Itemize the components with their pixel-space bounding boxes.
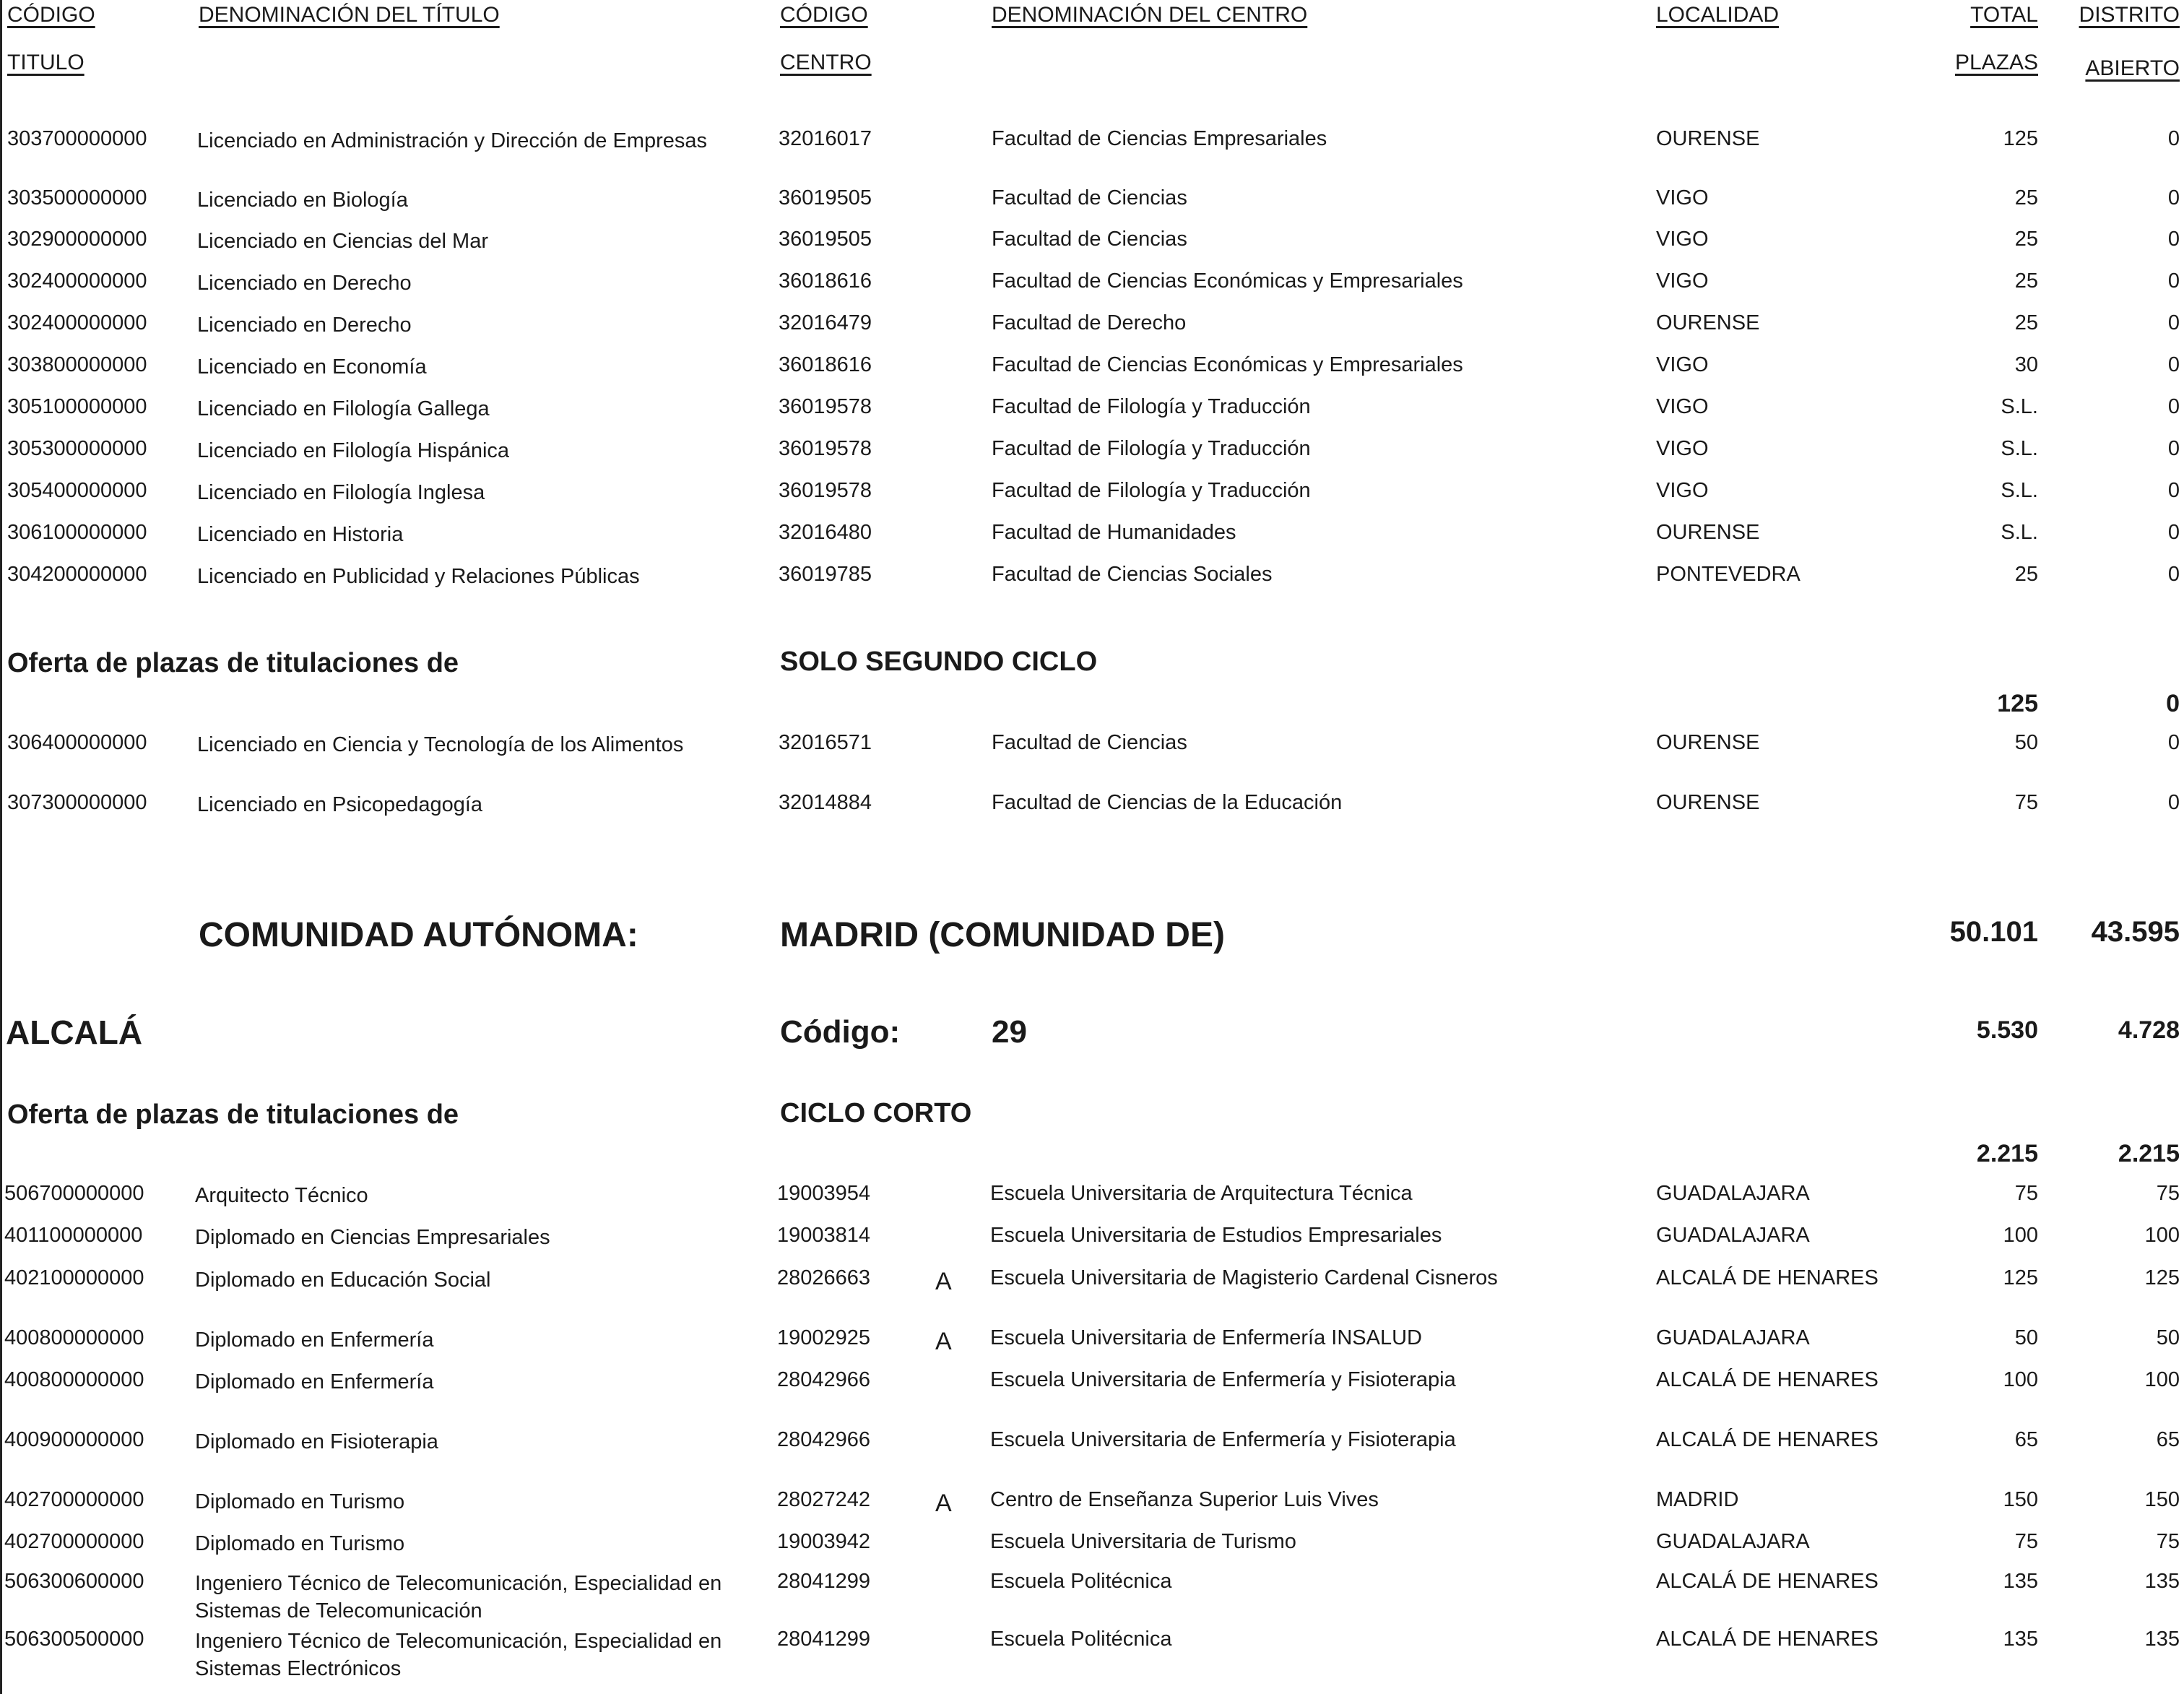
row-center-code: 36018616 <box>779 353 872 376</box>
row-title: Licenciado en Psicopedagogía <box>197 793 483 816</box>
row-locality: OURENSE <box>1656 521 1760 544</box>
row-center-code: 36019578 <box>779 437 872 460</box>
row-open: 150 <box>2144 1488 2180 1511</box>
row-code: 305100000000 <box>7 395 147 418</box>
row-open: 50 <box>2156 1326 2180 1349</box>
row-center-name: Escuela Universitaria de Enfermería y Fisioterapia <box>990 1428 1456 1451</box>
row-open: 0 <box>2167 521 2180 544</box>
row-mark: A <box>935 1490 952 1517</box>
row-total: S.L. <box>2001 395 2038 418</box>
row-locality: GUADALAJARA <box>1656 1530 1810 1553</box>
row-locality: ALCALÁ DE HENARES <box>1656 1628 1878 1651</box>
row-total: 75 <box>2014 1530 2038 1553</box>
row-total: S.L. <box>2001 479 2038 502</box>
row-locality: GUADALAJARA <box>1656 1182 1810 1205</box>
row-total: 25 <box>2014 269 2038 293</box>
row-code: 401100000000 <box>4 1224 143 1247</box>
row-locality: ALCALÁ DE HENARES <box>1656 1428 1878 1451</box>
university-code: 29 <box>992 1014 1027 1050</box>
row-code: 302400000000 <box>7 311 147 334</box>
row-title: Diplomado en Educación Social <box>195 1269 491 1292</box>
row-title: Licenciado en Economía <box>197 355 427 379</box>
row-title: Licenciado en Filología Hispánica <box>197 439 510 462</box>
row-code: 302900000000 <box>7 228 147 251</box>
row-locality: OURENSE <box>1656 311 1760 334</box>
row-mark: A <box>935 1328 952 1355</box>
header-localidad: LOCALIDAD <box>1656 3 1780 27</box>
row-center-code: 28042966 <box>777 1428 871 1451</box>
row-locality: OURENSE <box>1656 791 1760 814</box>
row-title: Diplomado en Turismo <box>195 1532 405 1555</box>
row-center-code: 28041299 <box>777 1570 871 1593</box>
row-center-name: Facultad de Ciencias de la Educación <box>992 791 1343 814</box>
row-center-name: Facultad de Derecho <box>992 311 1187 334</box>
university-code-label: Código: <box>780 1014 901 1050</box>
row-locality: VIGO <box>1656 395 1709 418</box>
row-center-name: Centro de Enseñanza Superior Luis Vives <box>990 1488 1379 1511</box>
row-center-code: 36018616 <box>779 269 872 293</box>
section-offer-label: Oferta de plazas de titulaciones de <box>7 648 459 678</box>
row-open: 0 <box>2167 269 2180 293</box>
row-title: Ingeniero Técnico de Telecomunicación, Especialidad en Sistemas Electrónicos <box>195 1630 722 1680</box>
row-total: 75 <box>2014 791 2038 814</box>
row-code: 400800000000 <box>4 1326 144 1349</box>
community-name: MADRID (COMUNIDAD DE) <box>780 916 1225 954</box>
row-code: 306400000000 <box>7 731 147 754</box>
row-total: 50 <box>2014 731 2038 754</box>
university-name: ALCALÁ <box>6 1014 143 1051</box>
row-code: 306100000000 <box>7 521 147 544</box>
row-center-code: 19003954 <box>777 1182 871 1205</box>
row-locality: ALCALÁ DE HENARES <box>1656 1570 1878 1593</box>
row-code: 400900000000 <box>4 1428 144 1451</box>
row-code: 402700000000 <box>4 1530 144 1553</box>
row-center-name: Escuela Universitaria de Turismo <box>990 1530 1296 1553</box>
row-center-code: 19003942 <box>777 1530 871 1553</box>
row-open: 0 <box>2167 563 2180 586</box>
row-open: 100 <box>2144 1368 2180 1391</box>
row-center-code: 36019785 <box>779 563 872 586</box>
row-code: 506700000000 <box>4 1182 144 1205</box>
row-locality: VIGO <box>1656 186 1709 209</box>
row-center-name: Facultad de Ciencias <box>992 731 1187 754</box>
section-open-total: 0 <box>2166 690 2180 717</box>
row-center-name: Facultad de Ciencias <box>992 228 1187 251</box>
row-title: Licenciado en Ciencia y Tecnología de los Alimentos <box>197 733 684 756</box>
row-total: 100 <box>2003 1368 2038 1391</box>
row-code: 506300600000 <box>4 1570 144 1593</box>
header-codigo-titulo-2: TITULO <box>7 51 84 74</box>
row-code: 303700000000 <box>7 127 147 150</box>
row-title: Arquitecto Técnico <box>195 1184 368 1207</box>
row-code: 400800000000 <box>4 1368 144 1391</box>
row-open: 0 <box>2167 479 2180 502</box>
row-open: 75 <box>2156 1182 2180 1205</box>
row-center-name: Facultad de Filología y Traducción <box>992 437 1311 460</box>
community-label: COMUNIDAD AUTÓNOMA: <box>199 916 638 954</box>
row-open: 135 <box>2144 1570 2180 1593</box>
row-locality: ALCALÁ DE HENARES <box>1656 1266 1878 1289</box>
section-offer-type-2: CICLO CORTO <box>780 1098 972 1128</box>
row-center-code: 36019578 <box>779 479 872 502</box>
row-total: 50 <box>2014 1326 2038 1349</box>
row-title: Licenciado en Derecho <box>197 314 412 337</box>
row-total: S.L. <box>2001 437 2038 460</box>
header-denominacion-centro: DENOMINACIÓN DEL CENTRO <box>992 3 1308 27</box>
community-total: 50.101 <box>1949 916 2038 948</box>
row-title: Diplomado en Fisioterapia <box>195 1430 438 1453</box>
section-offer-type: SOLO SEGUNDO CICLO <box>780 647 1098 677</box>
row-title: Diplomado en Ciencias Empresariales <box>195 1226 550 1249</box>
row-locality: OURENSE <box>1656 127 1760 150</box>
row-title: Diplomado en Turismo <box>195 1490 405 1513</box>
row-total: 125 <box>2003 127 2038 150</box>
row-title: Licenciado en Filología Inglesa <box>197 481 485 504</box>
row-locality: GUADALAJARA <box>1656 1326 1810 1349</box>
row-open: 0 <box>2167 186 2180 209</box>
row-center-code: 28041299 <box>777 1628 871 1651</box>
section-open-total-2: 2.215 <box>2118 1140 2180 1167</box>
row-locality: GUADALAJARA <box>1656 1224 1810 1247</box>
section-total-2: 2.215 <box>1976 1140 2038 1167</box>
row-open: 0 <box>2167 791 2180 814</box>
row-open: 100 <box>2144 1224 2180 1247</box>
row-total: 30 <box>2014 353 2038 376</box>
header-codigo-centro-2: CENTRO <box>780 51 872 74</box>
row-title: Licenciado en Historia <box>197 523 404 546</box>
row-center-name: Facultad de Ciencias Sociales <box>992 563 1273 586</box>
row-center-name: Facultad de Ciencias Empresariales <box>992 127 1327 150</box>
row-locality: VIGO <box>1656 269 1709 293</box>
community-open-total: 43.595 <box>2091 916 2180 948</box>
row-locality: VIGO <box>1656 479 1709 502</box>
row-total: 25 <box>2014 563 2038 586</box>
header-distrito-1: DISTRITO <box>2079 3 2180 27</box>
row-open: 125 <box>2144 1266 2180 1289</box>
row-code: 303500000000 <box>7 186 147 209</box>
row-open: 0 <box>2167 353 2180 376</box>
row-title: Licenciado en Ciencias del Mar <box>197 230 488 253</box>
row-center-name: Facultad de Ciencias Económicas y Empresariales <box>992 353 1463 376</box>
row-open: 0 <box>2167 311 2180 334</box>
row-total: S.L. <box>2001 521 2038 544</box>
row-center-code: 32016571 <box>779 731 872 754</box>
row-code: 506300500000 <box>4 1628 144 1651</box>
row-locality: VIGO <box>1656 228 1709 251</box>
row-title: Licenciado en Publicidad y Relaciones Públicas <box>197 565 640 588</box>
row-code: 305400000000 <box>7 479 147 502</box>
row-open: 75 <box>2156 1530 2180 1553</box>
row-open: 135 <box>2144 1628 2180 1651</box>
row-center-code: 28026663 <box>777 1266 871 1289</box>
row-total: 25 <box>2014 186 2038 209</box>
row-center-code: 36019505 <box>779 186 872 209</box>
row-title: Ingeniero Técnico de Telecomunicación, Especialidad en Sistemas de Telecomunicación <box>195 1572 722 1622</box>
row-open: 0 <box>2167 228 2180 251</box>
row-center-name: Escuela Politécnica <box>990 1628 1172 1651</box>
row-open: 0 <box>2167 731 2180 754</box>
row-center-code: 28027242 <box>777 1488 871 1511</box>
row-locality: MADRID <box>1656 1488 1739 1511</box>
row-code: 307300000000 <box>7 791 147 814</box>
section-total: 125 <box>1997 690 2038 717</box>
row-total: 65 <box>2014 1428 2038 1451</box>
row-open: 65 <box>2156 1428 2180 1451</box>
row-locality: PONTEVEDRA <box>1656 563 1800 586</box>
row-center-code: 19003814 <box>777 1224 871 1247</box>
row-center-name: Facultad de Ciencias Económicas y Empresariales <box>992 269 1463 293</box>
row-locality: VIGO <box>1656 437 1709 460</box>
row-center-code: 36019578 <box>779 395 872 418</box>
row-code: 402100000000 <box>4 1266 144 1289</box>
row-total: 75 <box>2014 1182 2038 1205</box>
row-locality: OURENSE <box>1656 731 1760 754</box>
row-code: 302400000000 <box>7 269 147 293</box>
row-total: 125 <box>2003 1266 2038 1289</box>
row-open: 0 <box>2167 127 2180 150</box>
row-total: 135 <box>2003 1570 2038 1593</box>
row-mark: A <box>935 1268 952 1295</box>
row-center-name: Facultad de Ciencias <box>992 186 1187 209</box>
row-title: Licenciado en Filología Gallega <box>197 397 490 420</box>
row-center-name: Facultad de Filología y Traducción <box>992 479 1311 502</box>
row-code: 402700000000 <box>4 1488 144 1511</box>
row-locality: ALCALÁ DE HENARES <box>1656 1368 1878 1391</box>
row-center-code: 19002925 <box>777 1326 871 1349</box>
section-offer-label-2: Oferta de plazas de titulaciones de <box>7 1099 459 1130</box>
row-center-name: Facultad de Filología y Traducción <box>992 395 1311 418</box>
row-center-code: 32016017 <box>779 127 872 150</box>
row-title: Licenciado en Biología <box>197 189 408 212</box>
row-center-name: Escuela Universitaria de Arquitectura Técnica <box>990 1182 1413 1205</box>
row-center-name: Escuela Universitaria de Enfermería INSALUD <box>990 1326 1422 1349</box>
left-border-line <box>0 0 2 1694</box>
row-title: Licenciado en Administración y Dirección de Empresas <box>197 129 708 152</box>
university-open-total: 4.728 <box>2118 1016 2180 1044</box>
header-codigo-centro-1: CÓDIGO <box>780 3 868 27</box>
row-center-name: Escuela Universitaria de Enfermería y Fisioterapia <box>990 1368 1456 1391</box>
row-code: 303800000000 <box>7 353 147 376</box>
university-total: 5.530 <box>1976 1016 2038 1044</box>
row-open: 0 <box>2167 437 2180 460</box>
row-total: 150 <box>2003 1488 2038 1511</box>
row-total: 25 <box>2014 311 2038 334</box>
row-code: 304200000000 <box>7 563 147 586</box>
row-title: Licenciado en Derecho <box>197 272 412 295</box>
row-total: 25 <box>2014 228 2038 251</box>
row-center-code: 32016480 <box>779 521 872 544</box>
row-total: 135 <box>2003 1628 2038 1651</box>
header-codigo-titulo-1: CÓDIGO <box>7 3 95 27</box>
row-center-name: Escuela Universitaria de Magisterio Cardenal Cisneros <box>990 1266 1498 1289</box>
row-open: 0 <box>2167 395 2180 418</box>
row-center-name: Escuela Politécnica <box>990 1570 1172 1593</box>
row-total: 100 <box>2003 1224 2038 1247</box>
row-title: Diplomado en Enfermería <box>195 1370 434 1393</box>
row-center-code: 32014884 <box>779 791 872 814</box>
row-locality: VIGO <box>1656 353 1709 376</box>
row-title: Diplomado en Enfermería <box>195 1328 434 1352</box>
row-center-code: 28042966 <box>777 1368 871 1391</box>
row-center-name: Facultad de Humanidades <box>992 521 1236 544</box>
header-total-1: TOTAL <box>1970 3 2038 27</box>
header-total-2: PLAZAS <box>1954 51 2038 74</box>
header-denominacion-titulo: DENOMINACIÓN DEL TÍTULO <box>199 3 500 27</box>
header-distrito-2: ABIERTO <box>2085 56 2180 80</box>
row-code: 305300000000 <box>7 437 147 460</box>
row-center-code: 36019505 <box>779 228 872 251</box>
row-center-code: 32016479 <box>779 311 872 334</box>
row-center-name: Escuela Universitaria de Estudios Empresariales <box>990 1224 1442 1247</box>
